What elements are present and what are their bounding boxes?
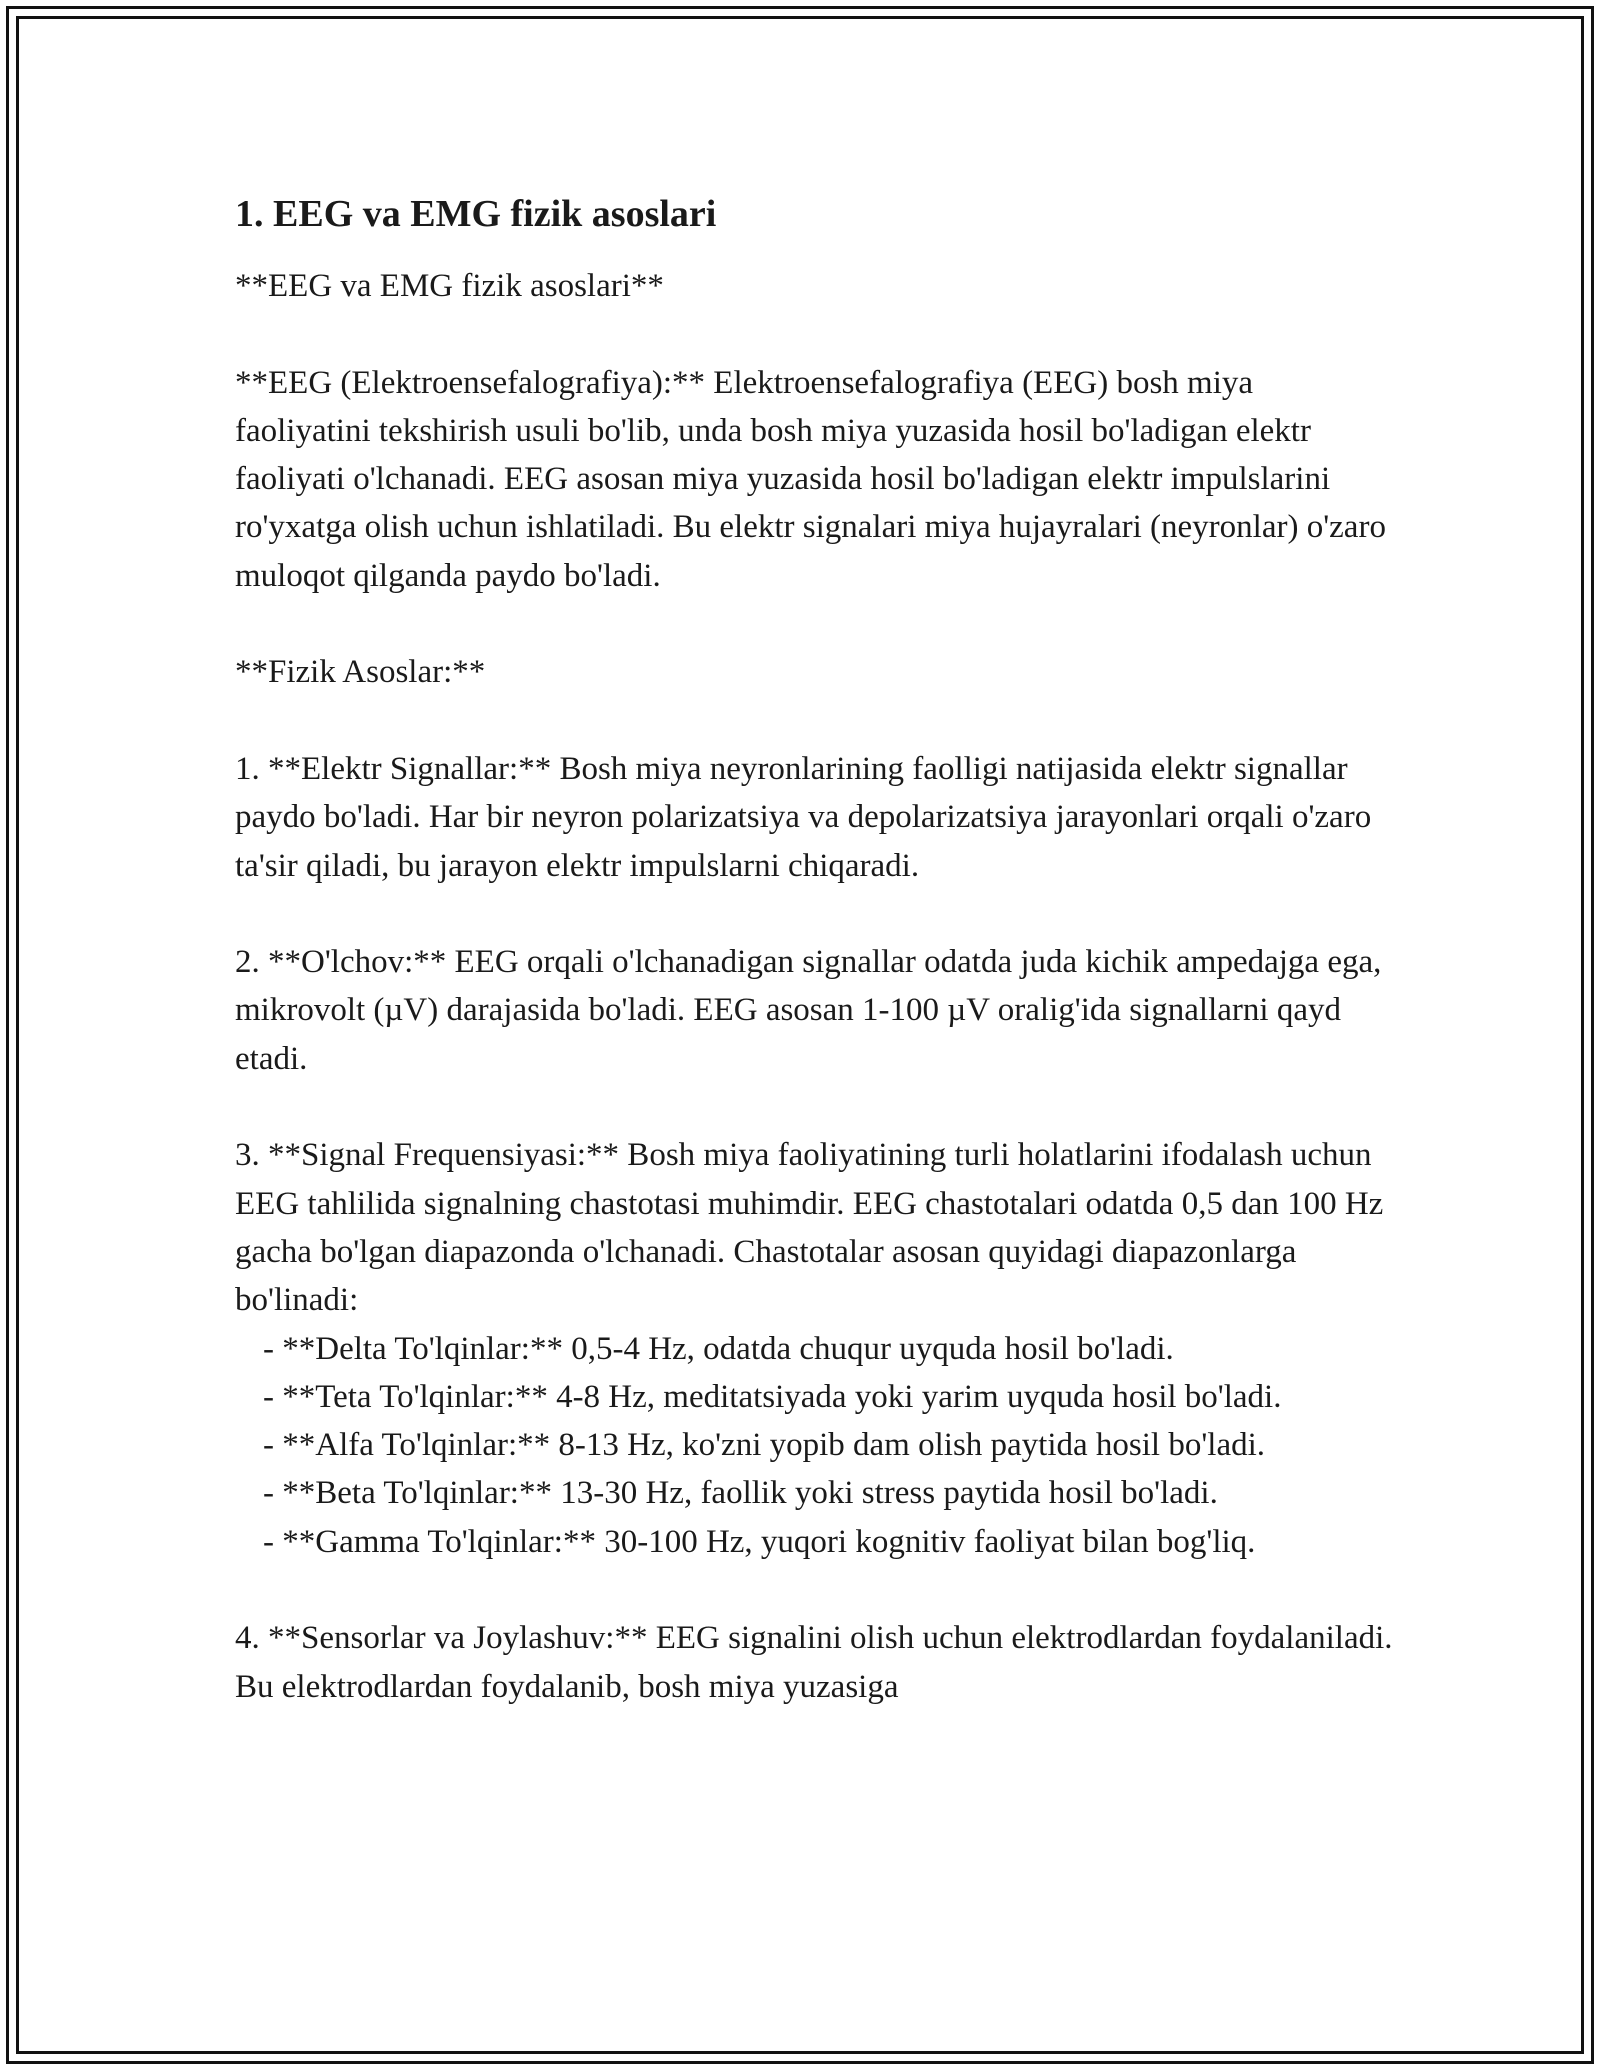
wave-item-gamma — [235, 1518, 1395, 1566]
wave-item-teta — [235, 1373, 1395, 1421]
wave-item-delta-text: - **Delta To'lqinlar:** 0,5-4 Hz, odatda chuqur uyquda hosil bo'ladi. — [263, 1330, 1174, 1367]
wave-item-gamma-text: - **Gamma To'lqinlar:** 30-100 Hz, yuqori kognitiv faoliyat bilan bog'liq. — [263, 1523, 1256, 1560]
wave-item-delta — [235, 1325, 1395, 1373]
wave-item-beta — [235, 1469, 1395, 1517]
wave-item-teta-text: - **Teta To'lqinlar:** 4-8 Hz, meditatsiyada yoki yarim uyquda hosil bo'ladi. — [263, 1378, 1282, 1415]
eeg-intro-paragraph: **EEG (Elektroensefalografiya):** Elektroensefalografiya (EEG) bosh miya faoliyatini tekshirish usuli bo'lib, unda bosh miya yuzasida hosil bo'ladigan elektr faoliyati o'lchanadi. EEG asosan miya yuzasida hosil bo'ladigan elektr impulslarini ro'yxatga olish uchun ishlatiladi. Bu elektr signalari miya hujayralari (neyronlar) o'zaro muloqot qilganda paydo bo'ladi. — [235, 364, 1395, 594]
wave-item-alfa — [235, 1421, 1395, 1469]
list-item-sensorlar: 4. **Sensorlar va Joylashuv:** EEG signalini olish uchun elektrodlardan foydalaniladi. Bu elektrodlardan foydalanib, bosh miya yuzasiga — [235, 1620, 1401, 1705]
wave-item-alfa-text: - **Alfa To'lqinlar:** 8-13 Hz, ko'zni yopib dam olish paytida hosil bo'ladi. — [263, 1427, 1266, 1464]
list-item-olchov: 2. **O'lchov:** EEG orqali o'lchanadigan signallar odatda juda kichik ampedajga ega, mikrovolt (µV) darajasida bo'ladi. EEG asosan 1-100 µV oralig'ida signallarni qayd etadi. — [235, 944, 1390, 1077]
document-body — [235, 186, 1401, 1711]
list-item-signal-frequensiyasi: 3. **Signal Frequensiyasi:** Bosh miya faoliyatining turli holatlarini ifodalash uchun EEG tahlilida signalning chastotasi muhimdir. EEG chastotalari odatda 0,5 dan 100 Hz gacha bo'lgan diapazonda o'lchanadi. Chastotalar asosan quyidagi diapazonlarga bo'linadi: — [235, 1137, 1392, 1319]
list-item-elektr-signallar: 1. **Elektr Signallar:** Bosh miya neyronlarining faolligi natijasida elektr signallar paydo bo'ladi. Har bir neyron polarizatsiya va depolarizatsiya jarayonlari orqali o'zaro ta'sir qiladi, bu jarayon elektr impulslarni chiqaradi. — [235, 750, 1380, 884]
wave-item-beta-text: - **Beta To'lqinlar:** 13-30 Hz, faollik yoki stress paytida hosil bo'ladi. — [263, 1475, 1218, 1512]
fizik-asoslar-heading: **Fizik Asoslar:** — [235, 654, 486, 691]
section-heading-line: **EEG va EMG fizik asoslari** — [235, 268, 664, 304]
document-title: 1. EEG va EMG fizik asoslari — [235, 193, 717, 235]
